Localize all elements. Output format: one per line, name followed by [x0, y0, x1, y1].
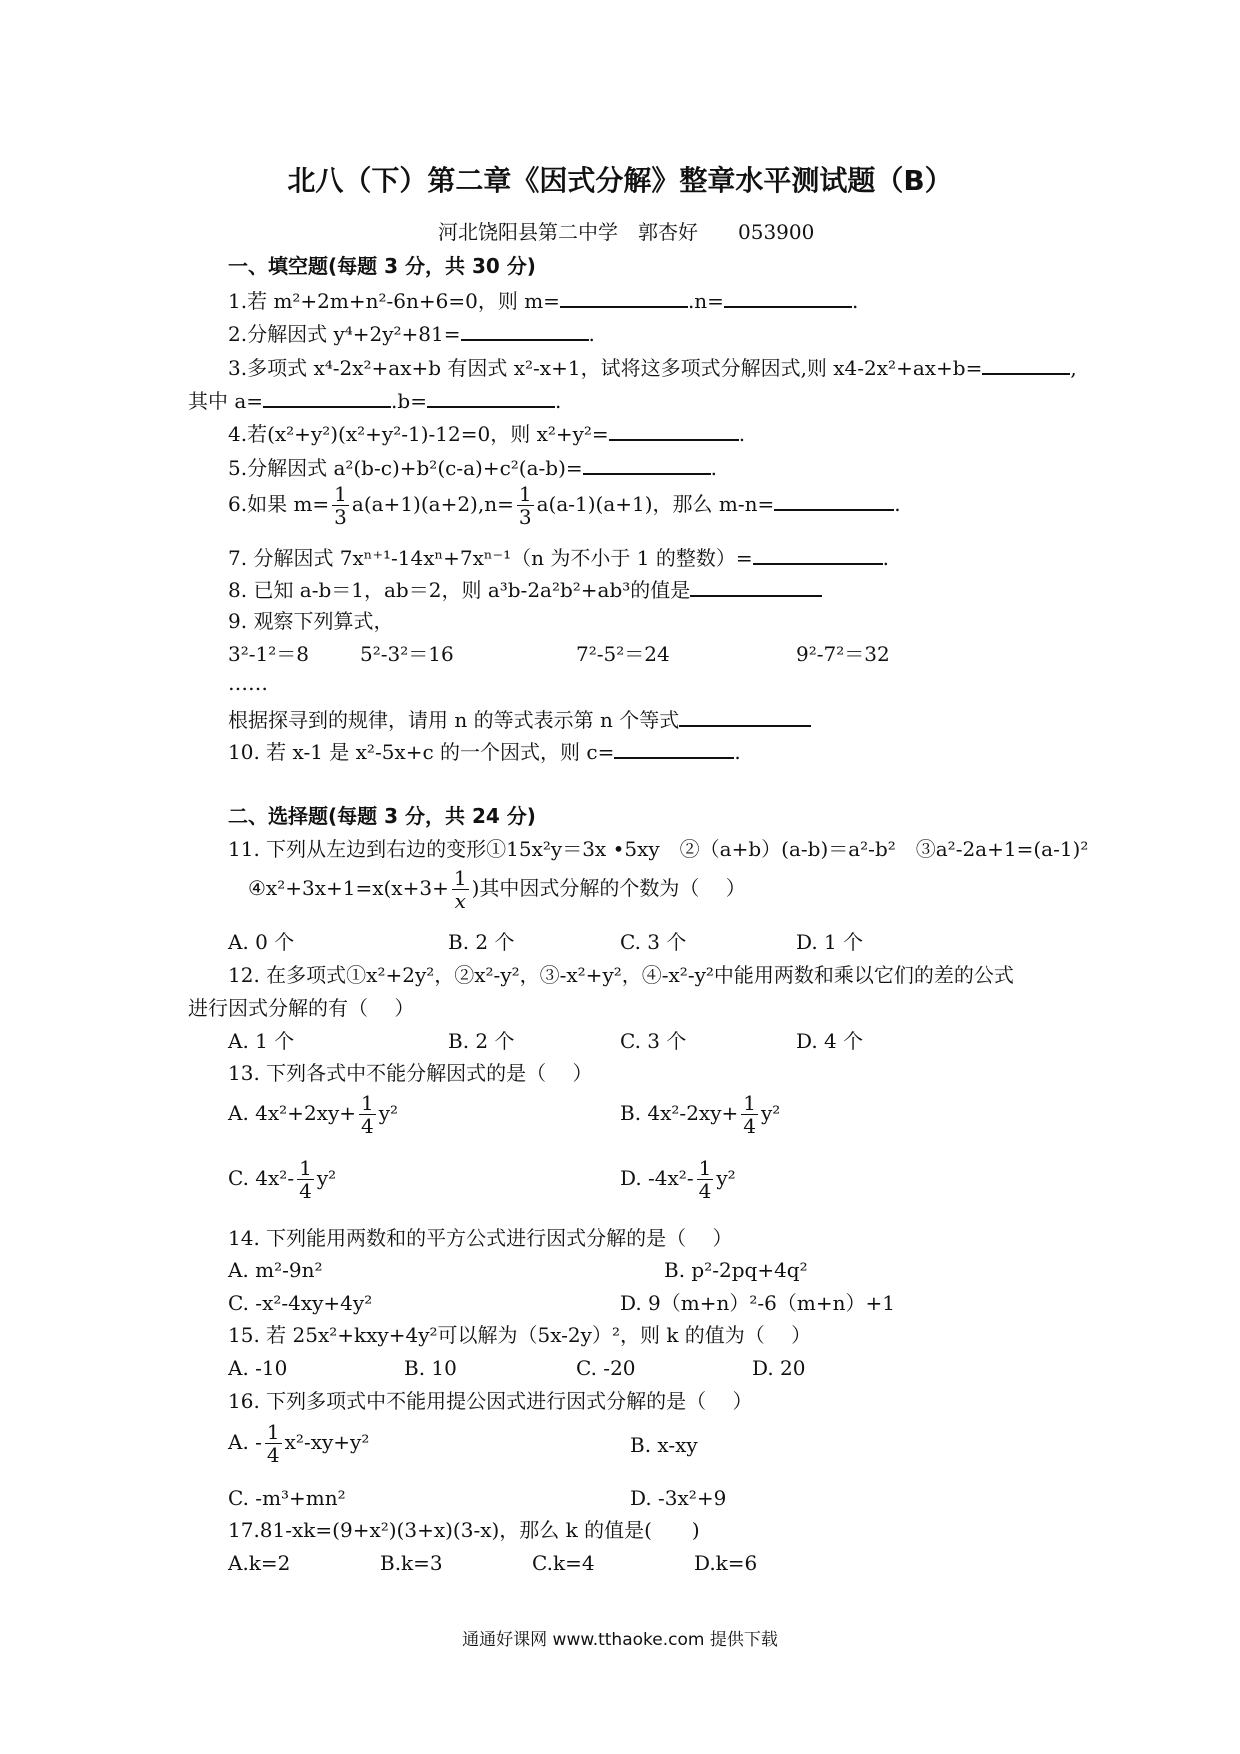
question-6: 6.如果 m= $\frac{1}{3}$ a(a+1)(a+2),n= $\frac{1}{3}$ a(a-1)(a+1)，那么 m-n= .	[228, 482, 901, 529]
question-14: 14. 下列能用两数和的平方公式进行因式分解的是（ ）	[228, 1226, 733, 1250]
option-c: C. 4x²- $\frac{1}{4}$ y²	[228, 1156, 337, 1203]
answer-blank	[609, 421, 739, 441]
option-c: C. -m³+mn²	[228, 1486, 346, 1510]
author-line: 河北饶阳县第二中学 郭杏好 053900	[438, 220, 815, 244]
fraction: $\frac{1}{4}$	[299, 1156, 312, 1203]
fraction: $\frac{1}{4}$	[361, 1091, 374, 1138]
option-c: C. -20	[576, 1356, 636, 1380]
option-c: C.k=4	[532, 1551, 595, 1575]
option-c: C. 3 个	[620, 1029, 687, 1053]
question-9-prompt: 根据探寻到的规律，请用 n 的等式表示第 n 个等式	[228, 707, 811, 732]
question-13: 13. 下列各式中不能分解因式的是（ ）	[228, 1061, 593, 1085]
option-a: A. 4x²+2xy+ $\frac{1}{4}$ y²	[228, 1091, 399, 1138]
question-12: 12. 在多项式①x²+2y²，②x²-y²，③-x²+y²，④-x²-y²中能用两数和乘以它们的差的公式	[228, 963, 1014, 987]
question-3: 3.多项式 x⁴-2x²+ax+b 有因式 x²-x+1，试将这多项式分解因式,则 x4-2x²+ax+b= ,	[228, 356, 1077, 380]
question-11-item-4: ④x²+3x+1=x(x+3+ $\frac{1}{x}$ )其中因式分解的个数为（ ）	[248, 866, 746, 913]
option-d: D. 20	[752, 1356, 806, 1380]
question-7: 7. 分解因式 7xⁿ⁺¹-14xⁿ+7xⁿ⁻¹（n 为不小于 1 的整数）= .	[228, 546, 889, 570]
page-title: 北八（下）第二章《因式分解》整章水平测试题（B）	[287, 164, 953, 197]
equation-1: 3²-1²＝8	[228, 642, 309, 666]
equation-2: 5²-3²＝16	[360, 642, 454, 666]
fraction: $\frac{1}{4}$	[743, 1091, 756, 1138]
option-b: B. 2 个	[448, 1029, 515, 1053]
answer-blank	[679, 707, 811, 727]
question-2: 2.分解因式 y⁴+2y²+81= .	[228, 322, 595, 346]
question-8: 8. 已知 a-b＝1，ab＝2，则 a³b-2a²b²+ab³的值是	[228, 577, 822, 602]
footer-download-note: 通通好课网 www.tthaoke.com 提供下载	[462, 1630, 778, 1650]
option-b: B.k=3	[380, 1551, 443, 1575]
option-a: A. 1 个	[228, 1029, 295, 1053]
option-b: B. p²-2pq+4q²	[664, 1258, 808, 1282]
answer-blank	[690, 577, 822, 597]
question-5: 5.分解因式 a²(b-c)+b²(c-a)+c²(a-b)= .	[228, 456, 717, 480]
question-10: 10. 若 x-1 是 x²-5x+c 的一个因式，则 c= .	[228, 740, 741, 764]
equation-3: 7²-5²＝24	[576, 642, 670, 666]
answer-blank	[263, 388, 391, 408]
option-d: D. 1 个	[796, 930, 864, 954]
option-d: D. 9（m+n）²-6（m+n）+1	[620, 1291, 895, 1315]
fraction: $\frac{1}{4}$	[266, 1420, 280, 1467]
fraction: $\frac{1}{4}$	[698, 1156, 712, 1203]
answer-blank	[614, 739, 734, 759]
option-b: B. x-xy	[630, 1433, 698, 1457]
option-d: D. 4 个	[796, 1029, 864, 1053]
section-fill-blank-heading: 一、填空题(每题 3 分，共 30 分)	[228, 254, 536, 278]
question-16: 16. 下列多项式中不能用提公因式进行因式分解的是（ ）	[228, 1389, 753, 1413]
option-c: C. 3 个	[620, 930, 687, 954]
section-choice-heading: 二、选择题(每题 3 分，共 24 分)	[228, 804, 536, 828]
answer-blank	[560, 288, 688, 308]
fraction: $\frac{1}{3}$	[334, 482, 347, 529]
option-b: B. 4x²-2xy+ $\frac{1}{4}$ y²	[620, 1091, 781, 1138]
answer-blank	[427, 388, 555, 408]
option-a: A. m²-9n²	[228, 1258, 323, 1282]
option-a: A. - $\frac{1}{4}$ x²-xy+y²	[228, 1420, 370, 1467]
option-b: B. 10	[404, 1356, 457, 1380]
equation-4: 9²-7²＝32	[796, 642, 890, 666]
fraction: $\frac{1}{3}$	[518, 482, 532, 529]
option-a: A.k=2	[228, 1551, 291, 1575]
answer-blank	[461, 321, 589, 341]
answer-blank	[724, 288, 852, 308]
option-b: B. 2 个	[448, 930, 515, 954]
answer-blank	[583, 455, 711, 475]
question-4: 4.若(x²+y²)(x²+y²-1)-12=0，则 x²+y²= .	[228, 422, 746, 446]
option-a: A. -10	[228, 1356, 288, 1380]
question-12-continued: 进行因式分解的有（ ）	[188, 996, 415, 1020]
ellipsis: ……	[228, 671, 268, 695]
question-15: 15. 若 25x²+kxy+4y²可以解为（5x-2y）²，则 k 的值为（ ）	[228, 1323, 812, 1347]
question-9: 9. 观察下列算式，	[228, 609, 394, 633]
question-3-continued: 其中 a= .b= .	[188, 389, 562, 413]
answer-blank	[982, 355, 1070, 375]
answer-blank	[753, 545, 883, 565]
option-d: D.k=6	[694, 1551, 758, 1575]
answer-blank	[774, 491, 894, 511]
option-c: C. -x²-4xy+4y²	[228, 1291, 373, 1315]
fraction: $\frac{1}{x}$	[453, 866, 467, 913]
option-d: D. -3x²+9	[630, 1486, 727, 1510]
option-d: D. -4x²- $\frac{1}{4}$ y²	[620, 1156, 736, 1203]
question-17: 17.81-xk=(9+x²)(3+x)(3-x)，那么 k 的值是( )	[228, 1518, 700, 1542]
option-a: A. 0 个	[228, 930, 295, 954]
question-1: 1.若 m²+2m+n²-6n+6=0，则 m= .n= .	[228, 289, 859, 313]
question-11: 11. 下列从左边到右边的变形①15x²y＝3x •5xy ②（a+b）(a-b)＝a²-b² ③a²-2a+1=(a-1)²	[228, 837, 1089, 861]
